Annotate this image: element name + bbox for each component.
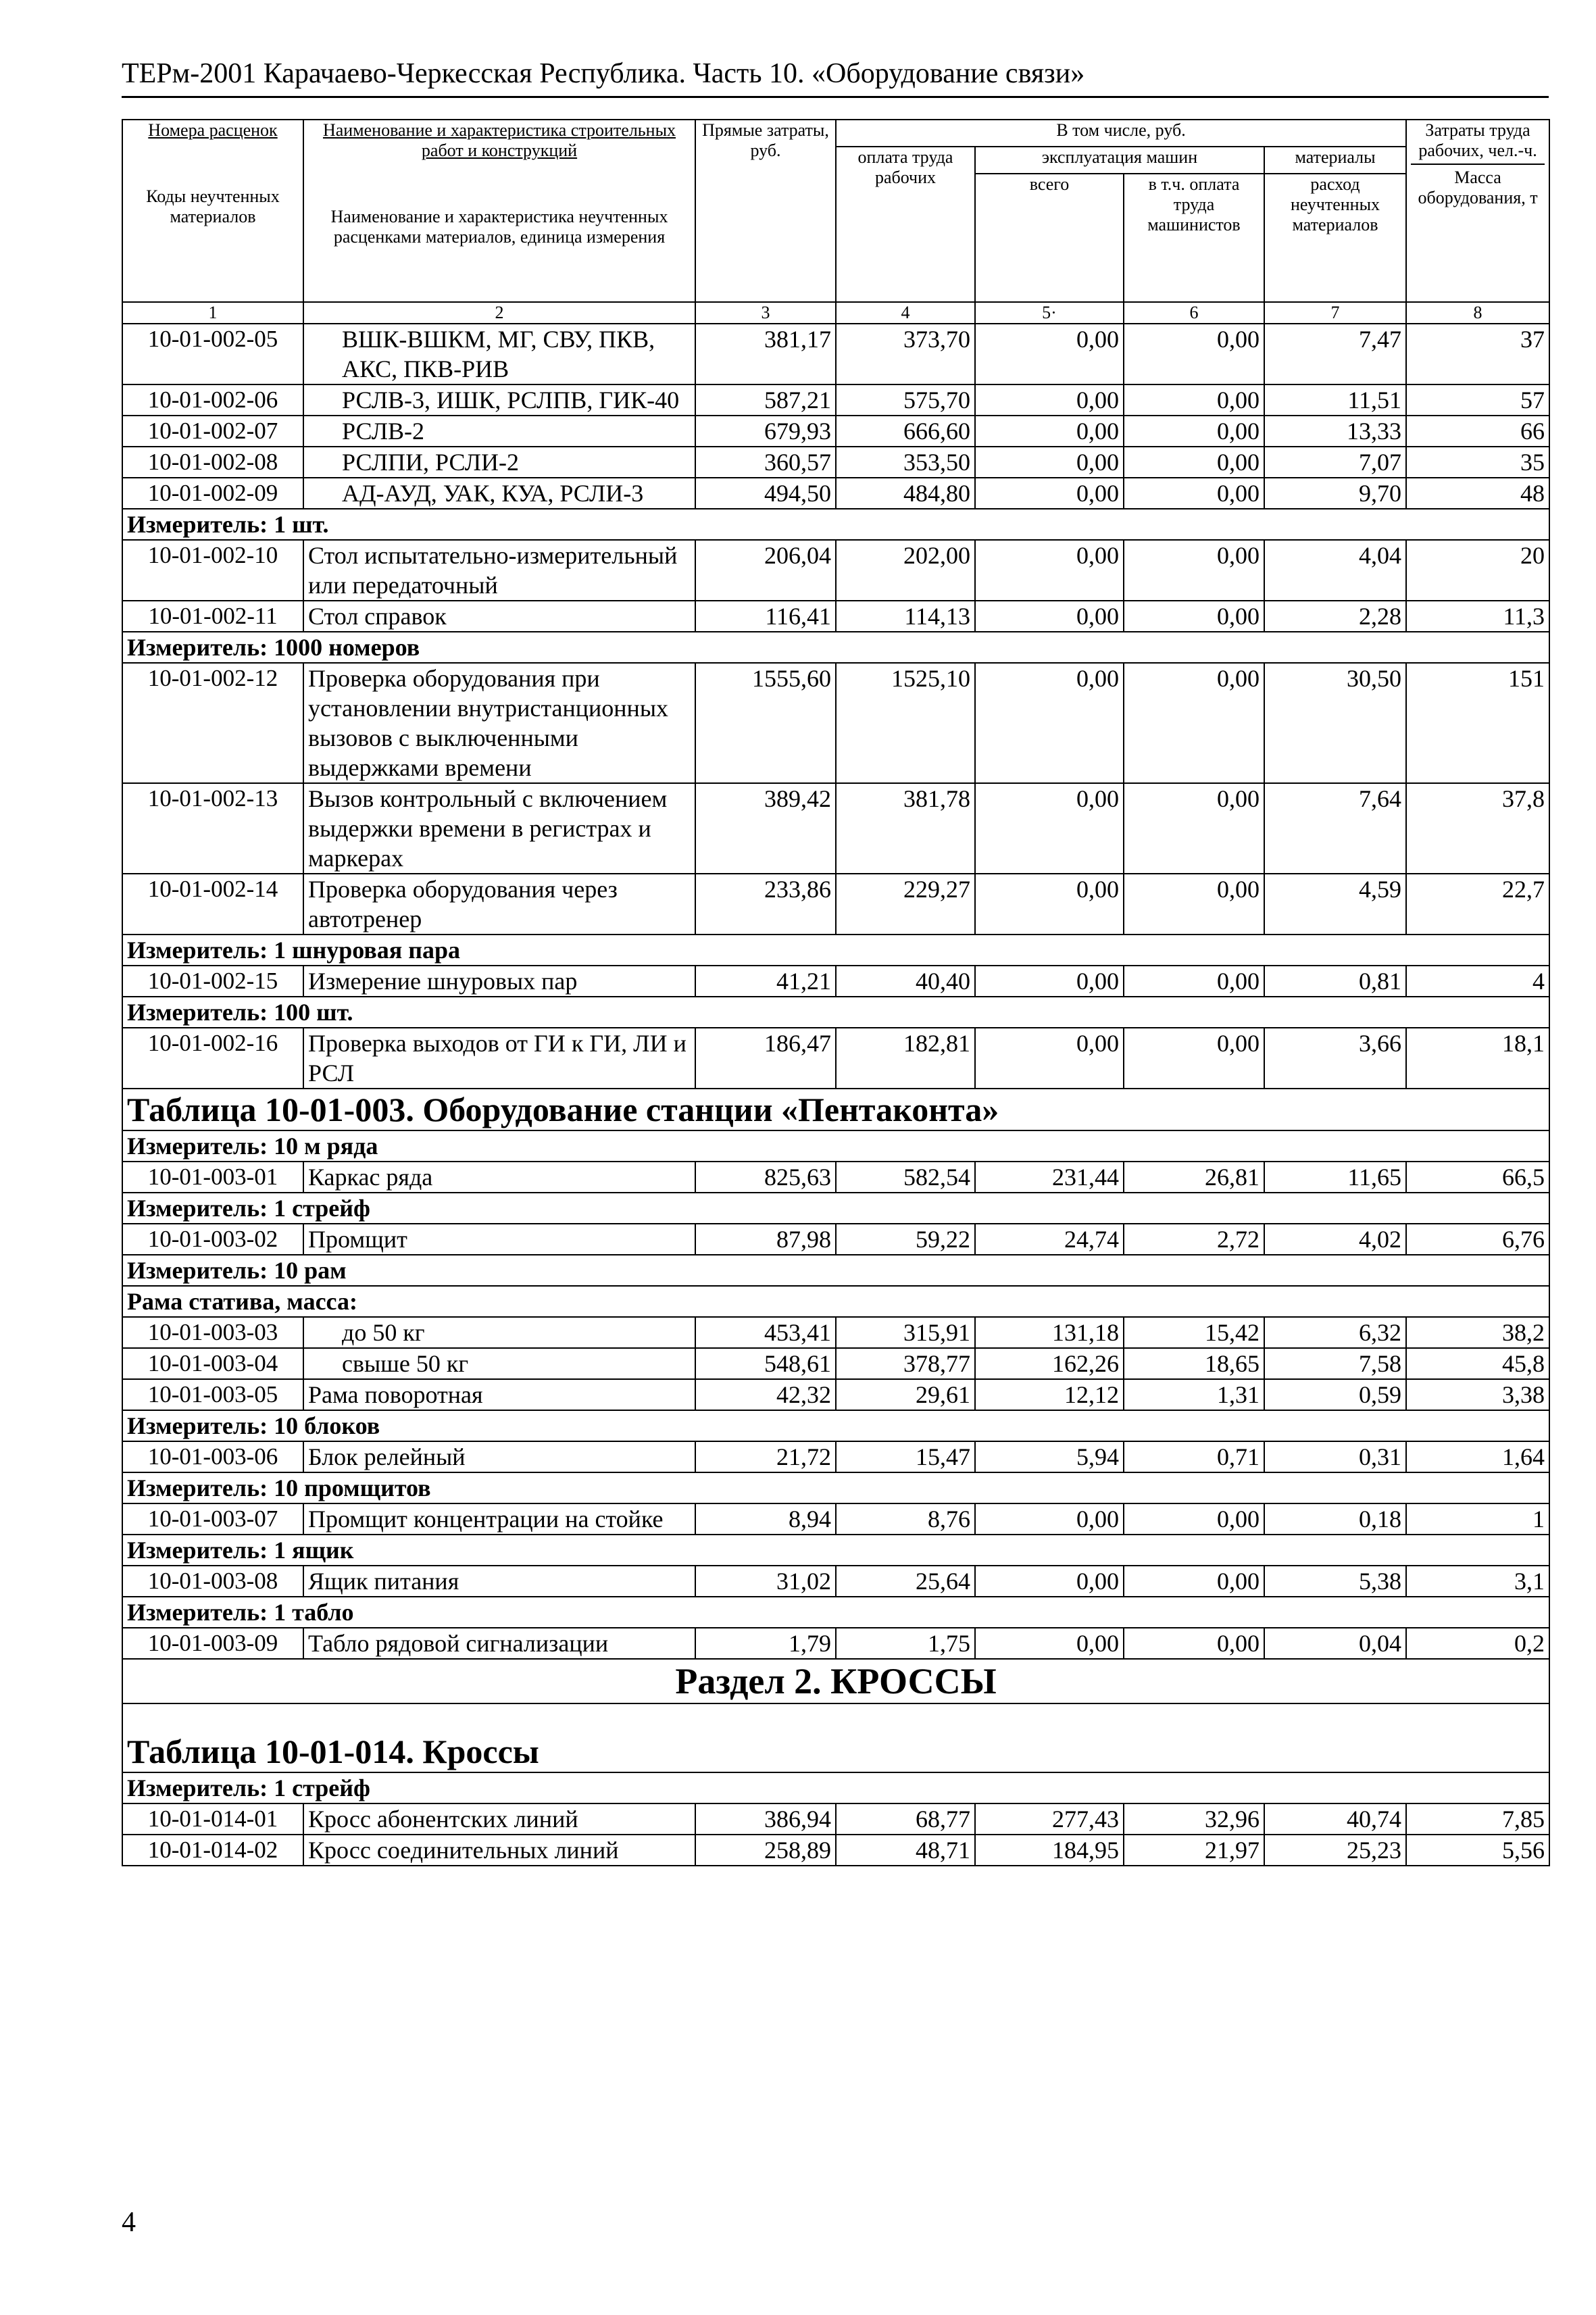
value-labor: 4 [1406, 966, 1549, 997]
table-row [122, 1028, 1549, 1089]
table-row [122, 1162, 1549, 1193]
value-labor-pay: 15,47 [836, 1441, 975, 1472]
head-including: В том числе, руб. [836, 120, 1406, 147]
value-materials: 4,04 [1264, 540, 1406, 601]
rate-name: Кросс соединительных линий [303, 1835, 695, 1866]
head-name [303, 120, 695, 302]
value-machines: 0,00 [975, 1566, 1124, 1597]
value-direct: 548,61 [695, 1348, 836, 1379]
col-number: 1 [122, 302, 303, 324]
value-labor: 0,2 [1406, 1628, 1549, 1659]
value-materials: 4,02 [1264, 1224, 1406, 1255]
value-machinists: 0,00 [1124, 663, 1264, 783]
rate-code: 10-01-002-12 [122, 663, 303, 783]
rate-code: 10-01-003-08 [122, 1566, 303, 1597]
value-machinists: 0,00 [1124, 324, 1264, 384]
value-labor: 38,2 [1406, 1317, 1549, 1348]
value-materials: 7,64 [1264, 783, 1406, 874]
section-title: Раздел 2. КРОССЫ [122, 1659, 1549, 1703]
rate-code: 10-01-003-06 [122, 1441, 303, 1472]
value-labor: 11,3 [1406, 601, 1549, 632]
value-materials: 0,31 [1264, 1441, 1406, 1472]
value-direct: 679,93 [695, 416, 836, 447]
value-materials: 0,04 [1264, 1628, 1406, 1659]
value-machines: 24,74 [975, 1224, 1124, 1255]
rate-code: 10-01-002-11 [122, 601, 303, 632]
rate-name: Каркас ряда [303, 1162, 695, 1193]
table-003-title: Таблица 10-01-003. Оборудование станции «Пентаконта» [122, 1089, 1549, 1130]
rate-name: Рама поворотная [303, 1379, 695, 1410]
value-labor-pay: 353,50 [836, 447, 975, 478]
value-materials: 3,66 [1264, 1028, 1406, 1089]
head-labor-bottom: Масса оборудования, т [1418, 168, 1538, 207]
head-name-bottom: Наименование и характеристика неучтенных расценками материалов, единица измерения [330, 207, 668, 247]
value-direct: 31,02 [695, 1566, 836, 1597]
measure-unit-row: Измеритель: 10 рам [122, 1255, 1549, 1286]
value-machines: 0,00 [975, 324, 1124, 384]
value-machinists: 21,97 [1124, 1835, 1264, 1866]
value-labor: 37,8 [1406, 783, 1549, 874]
value-direct: 41,21 [695, 966, 836, 997]
rate-name: Ящик питания [303, 1566, 695, 1597]
value-machines: 0,00 [975, 478, 1124, 509]
rate-code: 10-01-002-08 [122, 447, 303, 478]
rate-name: Табло рядовой сигнализации [303, 1628, 695, 1659]
head-materials-group: материалы [1264, 147, 1406, 174]
table-row [122, 783, 1549, 874]
head-labor [1406, 120, 1549, 302]
col-number: 5· [975, 302, 1124, 324]
rate-name: Блок релейный [303, 1441, 695, 1472]
value-labor: 22,7 [1406, 874, 1549, 935]
rate-name: Стол справок [303, 601, 695, 632]
rate-name: Измерение шнуровых пар [303, 966, 695, 997]
value-machinists: 0,00 [1124, 874, 1264, 935]
measure-unit-row: Измеритель: 10 м ряда [122, 1130, 1549, 1162]
value-machinists: 0,00 [1124, 783, 1264, 874]
value-machines: 231,44 [975, 1162, 1124, 1193]
rate-code: 10-01-002-07 [122, 416, 303, 447]
value-machines: 12,12 [975, 1379, 1124, 1410]
value-labor: 1,64 [1406, 1441, 1549, 1472]
col-number: 7 [1264, 302, 1406, 324]
value-materials: 13,33 [1264, 416, 1406, 447]
value-materials: 40,74 [1264, 1803, 1406, 1835]
measure-unit-row: Измеритель: 1000 номеров [122, 632, 1549, 663]
value-labor: 35 [1406, 447, 1549, 478]
value-labor: 3,38 [1406, 1379, 1549, 1410]
rate-name: Кросс абонентских линий [303, 1803, 695, 1835]
value-labor: 3,1 [1406, 1566, 1549, 1597]
rate-code: 10-01-003-01 [122, 1162, 303, 1193]
value-machines: 5,94 [975, 1441, 1124, 1472]
head-codes [122, 120, 303, 302]
rate-code: 10-01-002-13 [122, 783, 303, 874]
measure-unit-row: Измеритель: 1 стрейф [122, 1772, 1549, 1803]
rate-name: Вызов контрольный с включением выдержки времени в регистрах и маркерах [303, 783, 695, 874]
table-row [122, 1441, 1549, 1472]
value-machines: 131,18 [975, 1317, 1124, 1348]
value-labor-pay: 48,71 [836, 1835, 975, 1866]
table-row [122, 874, 1549, 935]
table-row [122, 384, 1549, 416]
rate-code: 10-01-003-04 [122, 1348, 303, 1379]
table-row [122, 1317, 1549, 1348]
measure-unit-row: Измеритель: 100 шт. [122, 997, 1549, 1028]
value-labor-pay: 29,61 [836, 1379, 975, 1410]
rate-name: Проверка выходов от ГИ к ГИ, ЛИ и РСЛ [303, 1028, 695, 1089]
value-labor: 151 [1406, 663, 1549, 783]
value-labor-pay: 229,27 [836, 874, 975, 935]
rate-code: 10-01-003-02 [122, 1224, 303, 1255]
value-direct: 42,32 [695, 1379, 836, 1410]
value-machinists: 32,96 [1124, 1803, 1264, 1835]
measure-unit-row: Измеритель: 1 табло [122, 1597, 1549, 1628]
value-direct: 453,41 [695, 1317, 836, 1348]
rate-code: 10-01-003-07 [122, 1503, 303, 1535]
value-machinists: 0,00 [1124, 540, 1264, 601]
rate-code: 10-01-003-05 [122, 1379, 303, 1410]
value-labor: 37 [1406, 324, 1549, 384]
col-number: 4 [836, 302, 975, 324]
rate-name: РСЛВ-3, ИШК, РСЛПВ, ГИК-40 [303, 384, 695, 416]
rate-code: 10-01-003-09 [122, 1628, 303, 1659]
value-direct: 386,94 [695, 1803, 836, 1835]
rate-name: Проверка оборудования через автотренер [303, 874, 695, 935]
value-labor: 66 [1406, 416, 1549, 447]
value-labor-pay: 40,40 [836, 966, 975, 997]
value-materials: 6,32 [1264, 1317, 1406, 1348]
value-labor: 7,85 [1406, 1803, 1549, 1835]
rate-code: 10-01-002-10 [122, 540, 303, 601]
value-machines: 0,00 [975, 874, 1124, 935]
value-labor: 6,76 [1406, 1224, 1549, 1255]
value-labor: 5,56 [1406, 1835, 1549, 1866]
value-labor-pay: 666,60 [836, 416, 975, 447]
value-direct: 825,63 [695, 1162, 836, 1193]
value-labor: 1 [1406, 1503, 1549, 1535]
value-machines: 0,00 [975, 663, 1124, 783]
value-labor: 57 [1406, 384, 1549, 416]
value-machines: 162,26 [975, 1348, 1124, 1379]
measure-unit-row: Измеритель: 10 блоков [122, 1410, 1549, 1441]
value-materials: 11,51 [1264, 384, 1406, 416]
value-labor: 18,1 [1406, 1028, 1549, 1089]
value-labor-pay: 373,70 [836, 324, 975, 384]
value-machinists: 1,31 [1124, 1379, 1264, 1410]
table-row [122, 478, 1549, 509]
value-machines: 0,00 [975, 1628, 1124, 1659]
value-machinists: 0,71 [1124, 1441, 1264, 1472]
value-machinists: 0,00 [1124, 601, 1264, 632]
table-row [122, 1379, 1549, 1410]
value-materials: 0,81 [1264, 966, 1406, 997]
value-machines: 184,95 [975, 1835, 1124, 1866]
col-number: 8 [1406, 302, 1549, 324]
value-direct: 8,94 [695, 1503, 836, 1535]
rate-code: 10-01-014-02 [122, 1835, 303, 1866]
head-codes-bottom: Коды неучтенных материалов [146, 186, 280, 226]
value-direct: 87,98 [695, 1224, 836, 1255]
rate-code: 10-01-002-15 [122, 966, 303, 997]
table-row [122, 1628, 1549, 1659]
rate-name: РСЛВ-2 [303, 416, 695, 447]
value-labor-pay: 484,80 [836, 478, 975, 509]
value-labor-pay: 68,77 [836, 1803, 975, 1835]
rate-name: Стол испытательно-измерительный или передаточный [303, 540, 695, 601]
value-machines: 0,00 [975, 966, 1124, 997]
value-labor: 45,8 [1406, 1348, 1549, 1379]
value-labor-pay: 25,64 [836, 1566, 975, 1597]
head-codes-top: Номера расценок [148, 120, 278, 140]
value-direct: 21,72 [695, 1441, 836, 1472]
rate-code: 10-01-002-14 [122, 874, 303, 935]
rate-code: 10-01-002-09 [122, 478, 303, 509]
value-direct: 389,42 [695, 783, 836, 874]
value-machinists: 18,65 [1124, 1348, 1264, 1379]
value-labor-pay: 1,75 [836, 1628, 975, 1659]
value-labor-pay: 114,13 [836, 601, 975, 632]
value-direct: 587,21 [695, 384, 836, 416]
table-row [122, 1803, 1549, 1835]
table-row [122, 447, 1549, 478]
rate-code: 10-01-003-03 [122, 1317, 303, 1348]
col-number: 3 [695, 302, 836, 324]
value-machinists: 2,72 [1124, 1224, 1264, 1255]
value-materials: 9,70 [1264, 478, 1406, 509]
value-machinists: 0,00 [1124, 1503, 1264, 1535]
value-machinists: 0,00 [1124, 1566, 1264, 1597]
value-direct: 381,17 [695, 324, 836, 384]
rate-name: до 50 кг [303, 1317, 695, 1348]
value-machinists: 0,00 [1124, 447, 1264, 478]
page-header-title: ТЕРм-2001 Карачаево-Черкесская Республика. Часть 10. «Оборудование связи» [122, 58, 1085, 89]
table-row [122, 540, 1549, 601]
table-row [122, 663, 1549, 783]
value-labor-pay: 1525,10 [836, 663, 975, 783]
head-direct-costs: Прямые затраты, руб. [695, 120, 836, 302]
value-materials: 0,18 [1264, 1503, 1406, 1535]
value-labor: 66,5 [1406, 1162, 1549, 1193]
rate-code: 10-01-014-01 [122, 1803, 303, 1835]
rate-name: ВШК-ВШКМ, МГ, СВУ, ПКВ, АКС, ПКВ-РИВ [303, 324, 695, 384]
rate-code: 10-01-002-06 [122, 384, 303, 416]
value-machines: 0,00 [975, 1028, 1124, 1089]
rate-name: АД-АУД, УАК, КУА, РСЛИ-3 [303, 478, 695, 509]
value-machines: 0,00 [975, 384, 1124, 416]
value-machines: 0,00 [975, 1503, 1124, 1535]
measure-unit-row: Измеритель: 1 ящик [122, 1535, 1549, 1566]
group-label-row: Рама статива, масса: [122, 1286, 1549, 1317]
col-number: 6 [1124, 302, 1264, 324]
head-labor-top: Затраты труда рабочих, чел.-ч. [1418, 120, 1537, 160]
value-materials: 0,59 [1264, 1379, 1406, 1410]
value-materials: 2,28 [1264, 601, 1406, 632]
value-labor-pay: 8,76 [836, 1503, 975, 1535]
table-row [122, 1503, 1549, 1535]
value-machinists: 15,42 [1124, 1317, 1264, 1348]
table-row [122, 1835, 1549, 1866]
value-machines: 0,00 [975, 540, 1124, 601]
value-direct: 258,89 [695, 1835, 836, 1866]
measure-unit-row: Измеритель: 10 промщитов [122, 1472, 1549, 1503]
measure-unit-row: Измеритель: 1 шт. [122, 509, 1549, 540]
value-direct: 1,79 [695, 1628, 836, 1659]
value-materials: 5,38 [1264, 1566, 1406, 1597]
value-labor-pay: 381,78 [836, 783, 975, 874]
value-machinists: 26,81 [1124, 1162, 1264, 1193]
value-direct: 360,57 [695, 447, 836, 478]
value-machinists: 0,00 [1124, 1628, 1264, 1659]
value-machinists: 0,00 [1124, 966, 1264, 997]
value-machines: 0,00 [975, 783, 1124, 874]
value-materials: 7,07 [1264, 447, 1406, 478]
value-materials: 7,58 [1264, 1348, 1406, 1379]
rate-code: 10-01-002-05 [122, 324, 303, 384]
rate-name: Промщит [303, 1224, 695, 1255]
value-labor-pay: 59,22 [836, 1224, 975, 1255]
value-direct: 494,50 [695, 478, 836, 509]
table-row [122, 324, 1549, 384]
value-materials: 4,59 [1264, 874, 1406, 935]
col-number: 2 [303, 302, 695, 324]
value-direct: 233,86 [695, 874, 836, 935]
value-machinists: 0,00 [1124, 384, 1264, 416]
value-machines: 0,00 [975, 601, 1124, 632]
value-materials: 30,50 [1264, 663, 1406, 783]
head-machines-total: всего [975, 174, 1124, 302]
value-labor-pay: 378,77 [836, 1348, 975, 1379]
value-direct: 186,47 [695, 1028, 836, 1089]
table-row [122, 1348, 1549, 1379]
measure-unit-row: Измеритель: 1 шнуровая пара [122, 935, 1549, 966]
value-labor-pay: 182,81 [836, 1028, 975, 1089]
head-labor-pay: оплата труда рабочих [836, 147, 975, 302]
head-machines: эксплуатация машин [975, 147, 1264, 174]
value-direct: 116,41 [695, 601, 836, 632]
rate-name: Промщит концентрации на стойке [303, 1503, 695, 1535]
table-row [122, 1224, 1549, 1255]
rate-code: 10-01-002-16 [122, 1028, 303, 1089]
value-labor-pay: 202,00 [836, 540, 975, 601]
table-row [122, 601, 1549, 632]
value-machines: 0,00 [975, 416, 1124, 447]
value-materials: 11,65 [1264, 1162, 1406, 1193]
value-machines: 277,43 [975, 1803, 1124, 1835]
rate-name: РСЛПИ, РСЛИ-2 [303, 447, 695, 478]
value-machinists: 0,00 [1124, 478, 1264, 509]
rate-name: Проверка оборудования при установлении внутристанционных вызовов с выключенными выдержками времени [303, 663, 695, 783]
page-number: 4 [122, 2207, 136, 2238]
value-direct: 1555,60 [695, 663, 836, 783]
table-014-title: Таблица 10-01-014. Кроссы [122, 1703, 1549, 1772]
value-direct: 206,04 [695, 540, 836, 601]
table-row [122, 966, 1549, 997]
value-materials: 25,23 [1264, 1835, 1406, 1866]
value-labor: 48 [1406, 478, 1549, 509]
value-materials: 7,47 [1264, 324, 1406, 384]
head-materials: расход неучтенных материалов [1264, 174, 1406, 302]
value-labor-pay: 315,91 [836, 1317, 975, 1348]
value-labor: 20 [1406, 540, 1549, 601]
measure-unit-row: Измеритель: 1 стрейф [122, 1193, 1549, 1224]
value-labor-pay: 575,70 [836, 384, 975, 416]
rate-name: свыше 50 кг [303, 1348, 695, 1379]
head-name-top: Наименование и характеристика строительных работ и конструкций [322, 120, 676, 160]
value-machinists: 0,00 [1124, 1028, 1264, 1089]
value-labor-pay: 582,54 [836, 1162, 975, 1193]
rates-table [122, 119, 1550, 1866]
header-rule [122, 96, 1549, 98]
value-machinists: 0,00 [1124, 416, 1264, 447]
head-machinists-pay: в т.ч. оплата труда машинистов [1124, 174, 1264, 302]
value-machines: 0,00 [975, 447, 1124, 478]
table-row [122, 1566, 1549, 1597]
table-row [122, 416, 1549, 447]
